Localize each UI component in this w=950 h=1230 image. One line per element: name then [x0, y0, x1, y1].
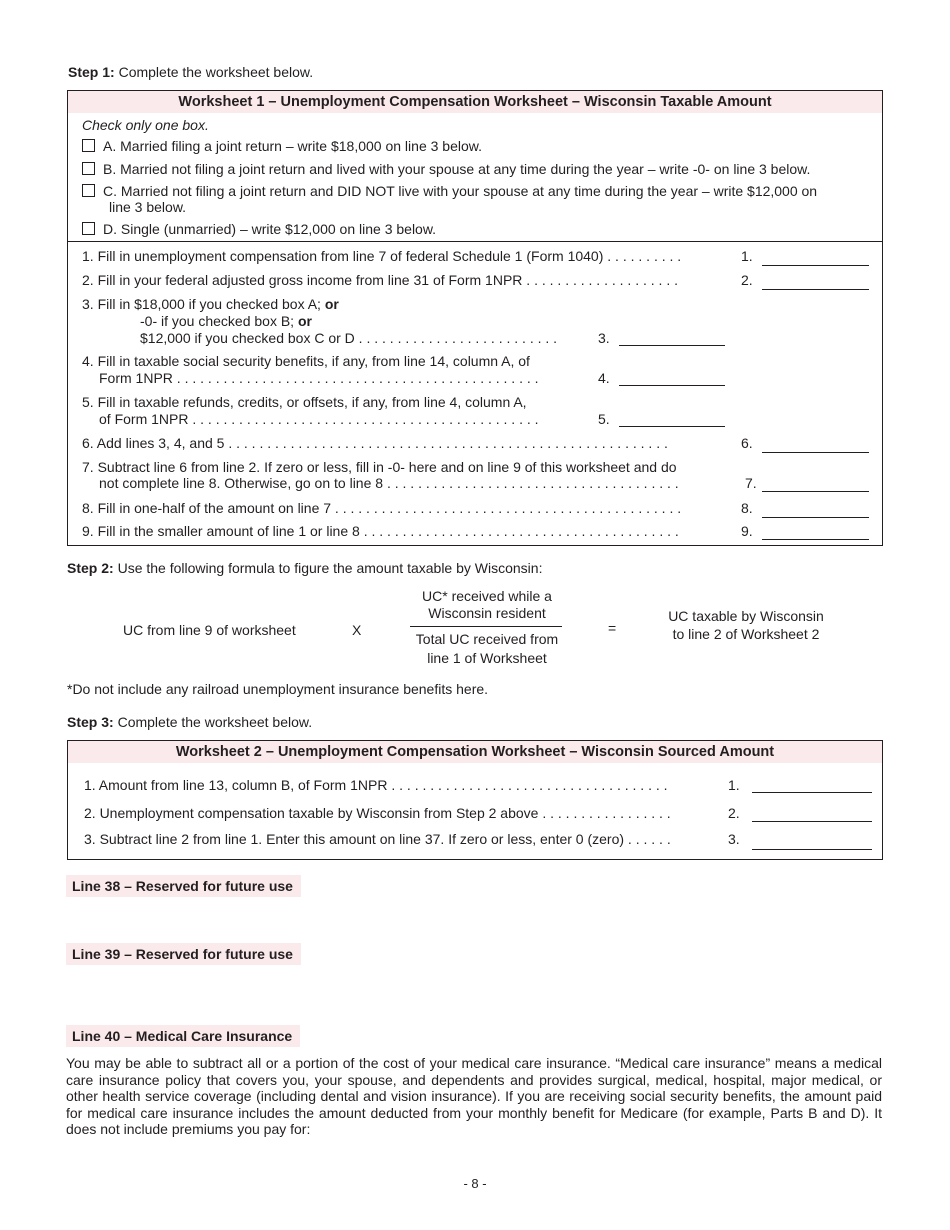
ws1-line9-field[interactable] [762, 539, 869, 540]
option-c[interactable]: C. Married not filing a joint return and DID NOT live with your spouse at any time during the year – write $12,000 on [82, 183, 868, 199]
formula-result-1: UC taxable by Wisconsin [668, 608, 824, 624]
ws2-line3-num: 3. [728, 831, 740, 847]
ws1-line6-num: 6. [741, 435, 753, 451]
formula-result-2: to line 2 of Worksheet 2 [672, 626, 820, 642]
ws1-line4-field[interactable] [619, 385, 725, 386]
ws2-line2: 2. Unemployment compensation taxable by Wisconsin from Step 2 above . . . . . . . . . . . . . . . . . [84, 805, 671, 821]
ws2-line2-field[interactable] [752, 821, 872, 822]
formula-left: UC from line 9 of worksheet [123, 622, 296, 638]
ws1-line3-field[interactable] [619, 345, 725, 346]
checkbox-c[interactable] [82, 184, 95, 197]
ws1-line4b: Form 1NPR . . . . . . . . . . . . . . . . . . . . . . . . . . . . . . . . . . . . . . . . . . . . . . . [99, 370, 539, 386]
step3-instruction: Step 3: Complete the worksheet below. [67, 714, 313, 730]
ws2-line2-num: 2. [728, 805, 740, 821]
ws1-line7-num: 7. [745, 475, 757, 491]
line39-heading: Line 39 – Reserved for future use [66, 943, 301, 965]
ws2-line1-num: 1. [728, 777, 740, 793]
fraction-bar [410, 626, 562, 627]
ws2-line1: 1. Amount from line 13, column B, of Form 1NPR . . . . . . . . . . . . . . . . . . . . . . . . . . . . . . . . . . . . [84, 777, 668, 793]
footnote: *Do not include any railroad unemployment insurance benefits here. [67, 681, 489, 697]
ws1-line1-field[interactable] [762, 265, 869, 266]
line40-paragraph: You may be able to subtract all or a portion of the cost of your medical care insurance. “Medical care insurance” means a medical care insurance policy that covers you, your spouse, and dependents and provides surgical, medical, hospital, major medical, or other health service coverage (including dental and vision insurance). If you are receiving social security benefits, the amount paid for medical care insurance includes the amount deducted from your monthly benefit for Medicare (for example, Parts B and D). It does not include premiums you pay for: [66, 1055, 882, 1137]
formula-numerator-2: Wisconsin resident [428, 605, 546, 621]
formula-denominator-1: Total UC received from [415, 631, 559, 647]
ws1-line8-num: 8. [741, 500, 753, 516]
ws1-line4-num: 4. [598, 370, 610, 386]
ws1-line3b: -0- if you checked box B; or [140, 313, 312, 329]
ws1-line2-field[interactable] [762, 289, 869, 290]
option-b[interactable]: B. Married not filing a joint return and lived with your spouse at any time during the year – write -0- on line 3 below. [82, 161, 868, 177]
ws1-line1: 1. Fill in unemployment compensation from line 7 of federal Schedule 1 (Form 1040) . . . . . . . . . . [82, 248, 682, 264]
ws2-line1-field[interactable] [752, 792, 872, 793]
checkbox-a[interactable] [82, 139, 95, 152]
checkbox-d[interactable] [82, 222, 95, 235]
ws1-line5-num: 5. [598, 411, 610, 427]
ws1-line9-num: 9. [741, 523, 753, 539]
step1-instruction: Step 1: Complete the worksheet below. [68, 64, 314, 80]
ws1-line1-num: 1. [741, 248, 753, 264]
ws1-line7a: 7. Subtract line 6 from line 2. If zero or less, fill in -0- here and on line 9 of this worksheet and do [82, 459, 677, 475]
formula-numerator-1: UC* received while a [422, 588, 552, 604]
line38-heading: Line 38 – Reserved for future use [66, 875, 301, 897]
ws1-line5-field[interactable] [619, 426, 725, 427]
ws2-line3: 3. Subtract line 2 from line 1. Enter this amount on line 37. If zero or less, enter 0 (zero) . . . . . . [84, 831, 671, 847]
ws2-line3-field[interactable] [752, 849, 872, 850]
ws1-line3a: 3. Fill in $18,000 if you checked box A; or [82, 296, 339, 312]
ws1-line3-num: 3. [598, 330, 610, 346]
worksheet2-title: Worksheet 2 – Unemployment Compensation Worksheet – Wisconsin Sourced Amount [68, 741, 882, 763]
step2-instruction: Step 2: Use the following formula to figure the amount taxable by Wisconsin: [67, 560, 543, 576]
ws1-line8-field[interactable] [762, 517, 869, 518]
option-a[interactable]: A. Married filing a joint return – write $18,000 on line 3 below. [82, 138, 868, 154]
worksheet1-title: Worksheet 1 – Unemployment Compensation Worksheet – Wisconsin Taxable Amount [68, 91, 882, 113]
ws1-line5b: of Form 1NPR . . . . . . . . . . . . . . . . . . . . . . . . . . . . . . . . . . . . . . . . . . . . . [99, 411, 539, 427]
ws1-line3c: $12,000 if you checked box C or D . . . . . . . . . . . . . . . . . . . . . . . . . . [140, 330, 558, 346]
page-number: - 8 - [463, 1176, 487, 1191]
formula-denominator-2: line 1 of Worksheet [427, 650, 547, 666]
worksheet2 [67, 740, 883, 860]
formula-equals: = [608, 620, 617, 636]
ws1-line8: 8. Fill in one-half of the amount on line 7 . . . . . . . . . . . . . . . . . . . . . . . . . . . . . . . . . . . . . . . . . . . . . [82, 500, 682, 516]
ws1-line2: 2. Fill in your federal adjusted gross income from line 31 of Form 1NPR . . . . . . . . . . . . . . . . . . . . [82, 272, 678, 288]
divider [68, 241, 882, 242]
option-c-cont: line 3 below. [109, 199, 187, 215]
line40-heading: Line 40 – Medical Care Insurance [66, 1025, 300, 1047]
ws1-line6-field[interactable] [762, 452, 869, 453]
ws1-line2-num: 2. [741, 272, 753, 288]
checkbox-b[interactable] [82, 162, 95, 175]
ws1-line5a: 5. Fill in taxable refunds, credits, or offsets, if any, from line 4, column A, [82, 394, 527, 410]
option-d[interactable]: D. Single (unmarried) – write $12,000 on line 3 below. [82, 221, 868, 237]
worksheet1-instruction: Check only one box. [82, 117, 209, 133]
ws1-line7-field[interactable] [762, 491, 869, 492]
formula-times: X [352, 622, 362, 638]
ws1-line7b: not complete line 8. Otherwise, go on to line 8 . . . . . . . . . . . . . . . . . . . . . . . . . . . . . . . . . . . . . . [99, 475, 679, 491]
ws1-line6: 6. Add lines 3, 4, and 5 . . . . . . . . . . . . . . . . . . . . . . . . . . . . . . . . . . . . . . . . . . . . . . . . . . . . . . . . . [82, 435, 668, 451]
ws1-line4a: 4. Fill in taxable social security benefits, if any, from line 14, column A, of [82, 353, 530, 369]
ws1-line9: 9. Fill in the smaller amount of line 1 or line 8 . . . . . . . . . . . . . . . . . . . . . . . . . . . . . . . . . . . . . . . . . [82, 523, 679, 539]
worksheet1 [67, 90, 883, 546]
